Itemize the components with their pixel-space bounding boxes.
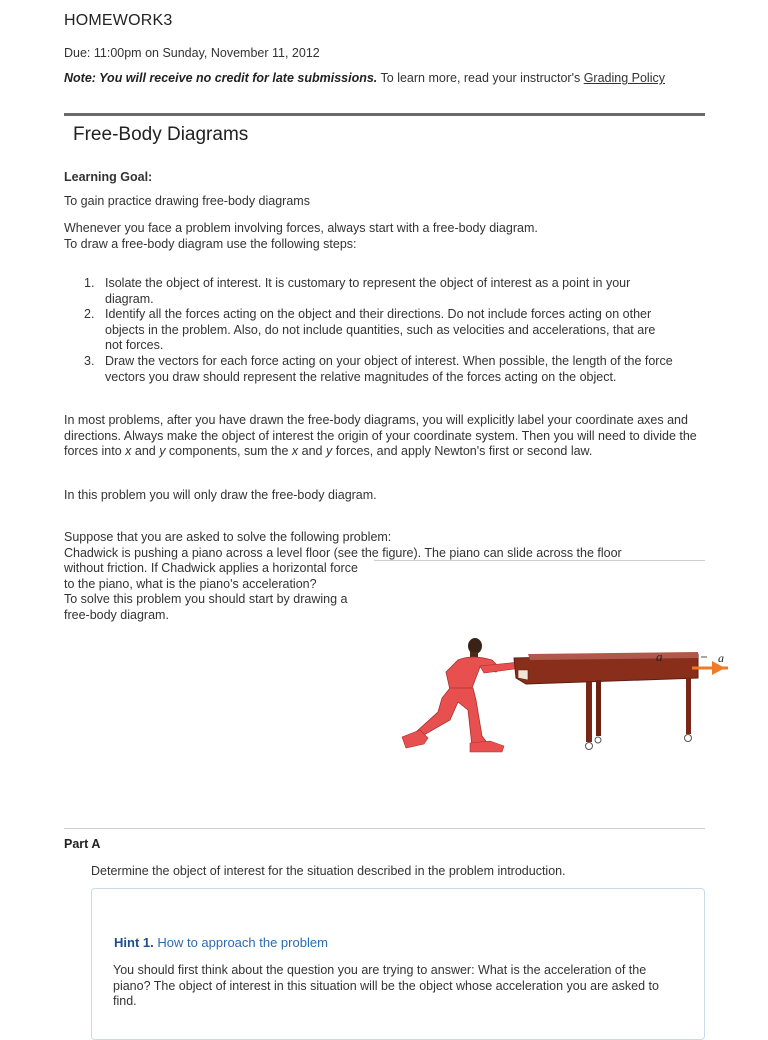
step-text: Identify all the forces acting on the object and their directions. Do not include forces acting on other objects in the problem. Also, do not include quantities, such as velocities and accelerations, that are not forces. <box>105 307 656 353</box>
hint-box <box>91 888 705 1040</box>
assignment-title: HOMEWORK3 <box>64 12 173 29</box>
scenario-rest: without friction. If Chadwick applies a horizontal force to the piano, what is the piano's acceleration? <box>64 561 358 591</box>
part-divider <box>64 828 705 829</box>
acceleration-arrow <box>692 655 726 681</box>
hint-toggle[interactable] <box>114 935 328 950</box>
person-head <box>468 638 482 654</box>
section-divider <box>64 113 705 116</box>
grading-policy-link[interactable]: Grading Policy <box>583 71 665 85</box>
intro-line-2: To draw a free-body diagram use the following steps: <box>64 237 357 251</box>
scenario-text <box>64 530 622 561</box>
intro-line-1: Whenever you face a problem involving forces, always start with a free-body diagram. <box>64 221 538 235</box>
right-shoe <box>470 741 504 752</box>
part-a-question: Determine the object of interest for the situation described in the problem introduction. <box>91 864 566 878</box>
hint-title: How to approach the problem <box>157 935 328 950</box>
due-date: Due: 11:00pm on Sunday, November 11, 2012 <box>64 46 320 60</box>
scenario-line: Chadwick is pushing a piano across a level floor (see the figure). The piano can slide across the floor <box>64 545 622 560</box>
learning-goal-text: To gain practice drawing free-body diagrams <box>64 194 310 208</box>
vector-a-label: a <box>656 649 663 664</box>
step-text: Isolate the object of interest. It is customary to represent the object of interest as a point in your diagram. <box>105 276 631 306</box>
para-text: forces, and apply Newton's first or second law. <box>332 444 593 459</box>
person-torso <box>446 657 500 690</box>
note-bold: Note: You will receive no credit for late submissions. <box>64 71 378 85</box>
var-y: y <box>325 444 333 459</box>
piano-leg-2 <box>596 680 601 736</box>
figure-top-divider <box>374 560 705 561</box>
solve-hint: To solve this problem you should start by drawing a free-body diagram. <box>64 592 348 622</box>
acceleration-vector-label: a <box>718 651 724 665</box>
list-item <box>84 276 674 307</box>
learning-goal-label: Learning Goal: <box>64 170 153 184</box>
list-item <box>84 354 674 385</box>
var-x: x <box>291 444 299 459</box>
late-submission-note <box>64 70 684 86</box>
list-item <box>84 307 674 354</box>
step-text: Draw the vectors for each force acting on your object of interest. When possible, the length of the force vectors you draw should represent the relative magnitudes of the forces acting on the object. <box>105 353 673 384</box>
hint-text: You should first think about the question you are trying to answer: What is the acceleration of the piano? The object of interest in this situation will be the object whose acceleration you are asked to find. <box>113 963 659 1009</box>
coordinate-paragraph <box>64 413 704 460</box>
piano-leg-3 <box>686 678 691 734</box>
suppose-line: Suppose that you are asked to solve the following problem: <box>64 530 392 544</box>
var-x: x <box>125 444 132 459</box>
para-text: In most problems, after you have drawn the free-body diagrams, you will explicitly label your coordinate axes and directions. Always make the object of interest the origin of your coordinate system. Then you will need to divide the forces into <box>64 413 697 459</box>
piano-keys <box>518 670 528 680</box>
intro-text <box>64 220 538 252</box>
step-number: 3. <box>84 353 95 368</box>
note-text: To learn more, read your instructor's <box>377 71 584 85</box>
step-number: 2. <box>84 307 95 322</box>
para-text: components, sum the <box>165 444 292 459</box>
scope-paragraph: In this problem you will only draw the free-body diagram. <box>64 488 377 502</box>
scenario-continuation <box>64 561 364 623</box>
hint-number: Hint 1. <box>114 935 154 950</box>
piano-leg-1 <box>586 682 592 742</box>
para-text: and <box>298 444 326 459</box>
part-a-label: Part A <box>64 837 101 851</box>
var-y: y <box>159 444 166 459</box>
para-text: and <box>131 444 160 459</box>
step-number: 1. <box>84 276 95 290</box>
steps-list <box>84 276 674 385</box>
problem-title: Free-Body Diagrams <box>73 124 249 145</box>
piano-pushing-figure <box>380 640 724 760</box>
